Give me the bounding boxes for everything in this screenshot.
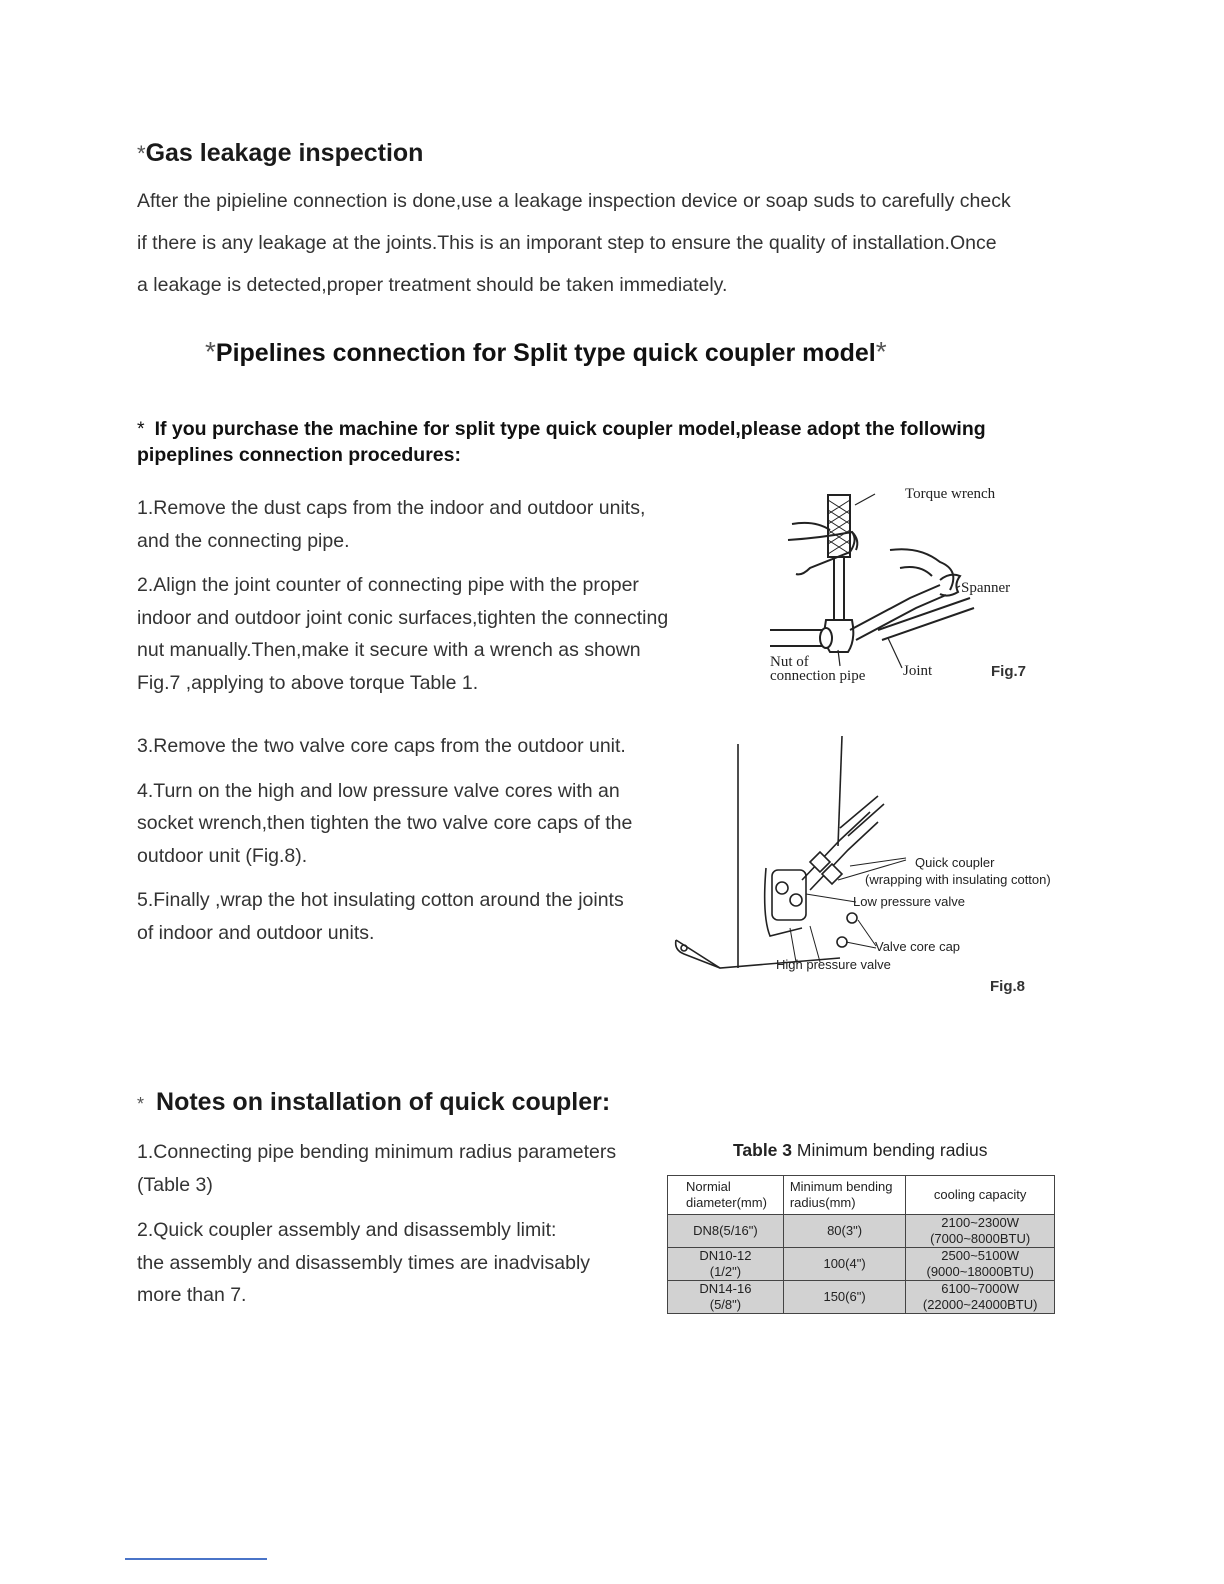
cell-capacity: 2100~2300W (7000~8000BTU) xyxy=(906,1215,1055,1248)
note-line: 2.Quick coupler assembly and disassembly limit: xyxy=(137,1219,557,1241)
table3-minimum-bending-radius xyxy=(667,1175,1055,1314)
steps-group-a xyxy=(137,492,668,699)
heading-star-right: * xyxy=(875,336,887,367)
paragraph-line: a leakage is detected,proper treatment should be taken immediately. xyxy=(137,274,728,296)
cell-diameter: DN14-16 (5/8") xyxy=(668,1281,784,1314)
step-line: socket wrench,then tighten the two valve core caps of the xyxy=(137,812,633,834)
table3-caption-bold: Table 3 xyxy=(733,1140,793,1160)
heading-star: * xyxy=(137,1094,145,1114)
pipelines-title: Pipelines connection for Split type quick coupler model xyxy=(215,339,876,367)
step-line: of indoor and outdoor units. xyxy=(137,921,375,944)
intro-star: * xyxy=(137,418,145,440)
step-line: nut manually.Then,make it secure with a wrench as shown xyxy=(137,639,641,661)
cell-radius: 80(3") xyxy=(783,1215,905,1248)
label-low-pressure-valve: Low pressure valve xyxy=(853,894,965,909)
notes-title: Notes on installation of quick coupler: xyxy=(156,1088,611,1116)
label-valve-core-cap: Valve core cap xyxy=(875,939,961,954)
paragraph-line: After the pipieline connection is done,use a leakage inspection device or soap suds to carefully check xyxy=(137,190,1011,212)
step-line: outdoor unit (Fig.8). xyxy=(137,844,308,867)
table-header-row xyxy=(668,1176,1055,1215)
cell-diameter: DN10-12 (1/2") xyxy=(668,1248,784,1281)
step-line: 5.Finally ,wrap the hot insulating cotton around the joints xyxy=(137,889,624,911)
label-line: connection pipe xyxy=(770,668,866,684)
step-line: 2.Align the joint counter of connecting pipe with the proper xyxy=(137,574,639,596)
heading-star-left: * xyxy=(205,336,216,367)
step-line: indoor and outdoor joint conic surfaces,tighten the connecting xyxy=(137,606,669,629)
table-row xyxy=(668,1248,1055,1281)
header-cell: Normial diameter(mm) xyxy=(668,1176,784,1215)
note-line: the assembly and disassembly times are inadvisably xyxy=(137,1251,591,1274)
note-line: more than 7. xyxy=(137,1284,247,1306)
cell-capacity: 2500~5100W (9000~18000BTU) xyxy=(906,1248,1055,1281)
cell-radius: 150(6") xyxy=(783,1281,905,1314)
paragraph-line: if there is any leakage at the joints.This is an imporant step to ensure the quality of installation.Once xyxy=(137,232,997,254)
pipelines-intro xyxy=(137,416,1067,468)
label-line: Nut of xyxy=(770,654,809,670)
intro-line-2: pipeplines connection procedures: xyxy=(137,444,461,466)
fig8-label: Fig.8 xyxy=(990,978,1026,995)
fig7-label: Fig.7 xyxy=(991,663,1027,680)
footer-rule xyxy=(125,1558,267,1560)
header-cell: Minimum bending radius(mm) xyxy=(783,1176,905,1215)
gas-leakage-title: Gas leakage inspection xyxy=(145,139,424,167)
gas-leakage-paragraph xyxy=(137,180,1011,306)
step-line: and the connecting pipe. xyxy=(137,529,350,552)
step-line: 1.Remove the dust caps from the indoor and outdoor units, xyxy=(137,497,646,519)
notes-heading xyxy=(137,1088,610,1117)
step-line: Fig.7 ,applying to above torque Table 1. xyxy=(137,671,479,694)
label-joint: Joint xyxy=(903,663,933,679)
step-line: 3.Remove the two valve core caps from the outdoor unit. xyxy=(137,735,626,757)
note-line: (Table 3) xyxy=(137,1173,213,1196)
pipelines-heading xyxy=(205,336,887,368)
steps-group-b xyxy=(137,730,632,949)
label-quick-coupler: Quick coupler xyxy=(915,855,995,870)
cell-capacity: 6100~7000W (22000~24000BTU) xyxy=(906,1281,1055,1314)
table-row xyxy=(668,1215,1055,1248)
gas-leakage-heading xyxy=(137,139,423,168)
table-row xyxy=(668,1281,1055,1314)
note-line: 1.Connecting pipe bending minimum radius parameters xyxy=(137,1141,617,1163)
table3-caption-text: Minimum bending radius xyxy=(792,1140,988,1160)
cell-radius: 100(4") xyxy=(783,1248,905,1281)
step-line: 4.Turn on the high and low pressure valve cores with an xyxy=(137,779,620,802)
label-wrapping: (wrapping with insulating cotton) xyxy=(865,872,1051,887)
cell-diameter: DN8(5/16") xyxy=(668,1215,784,1248)
label-nut-of-connection-pipe xyxy=(770,655,865,683)
notes-items xyxy=(137,1136,616,1312)
header-cell: cooling capacity xyxy=(906,1176,1055,1215)
label-spanner: Spanner xyxy=(961,580,1011,596)
label-torque-wrench: Torque wrench xyxy=(905,486,996,502)
intro-line-1: If you purchase the machine for split type quick coupler model,please adopt the following xyxy=(154,418,986,440)
heading-star: * xyxy=(137,141,146,166)
table3-caption xyxy=(733,1140,988,1161)
label-high-pressure-valve: High pressure valve xyxy=(776,957,891,972)
